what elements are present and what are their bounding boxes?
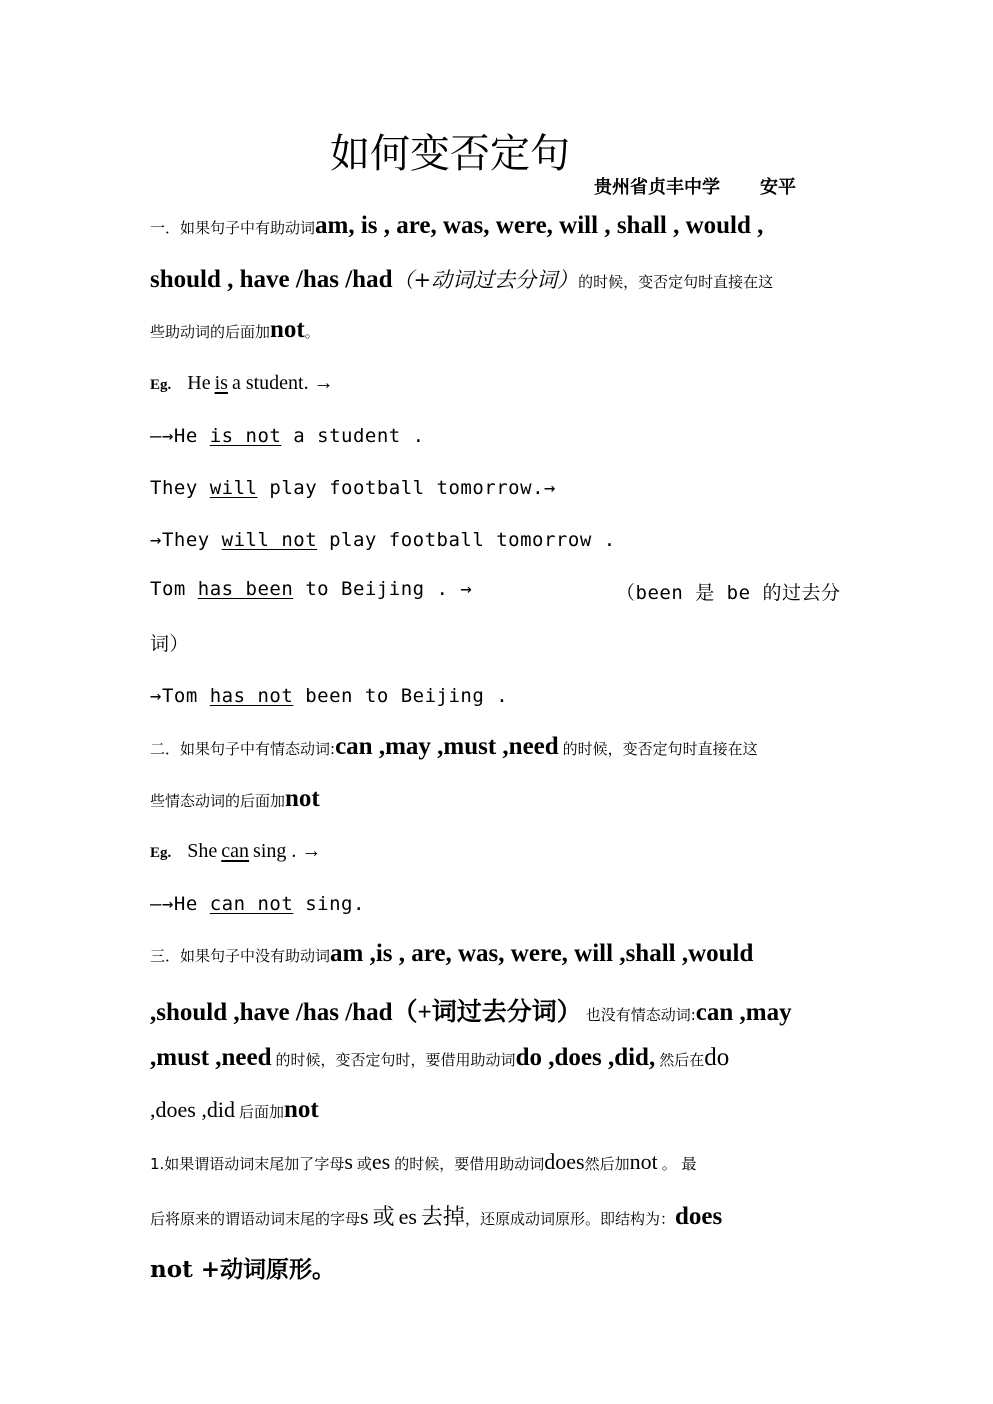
s2-answer: —→He can not sing.	[150, 893, 365, 915]
s2-line-2: 些情态动词的后面加not	[150, 785, 320, 812]
author-name: 安平	[760, 177, 796, 198]
s1-answer-3: →Tom has not been to Beijing .	[150, 685, 509, 707]
s2-example: Eg. She can sing . →	[150, 840, 322, 862]
s1-example-1: Eg. He is a student. →	[150, 372, 334, 394]
s1-example-3-note-cont: 词）	[150, 633, 190, 655]
s3-line-2: ,should ,have /has /had（+词过去分词） 也没有情态动词:can ,may	[150, 999, 792, 1026]
author-line	[594, 173, 796, 199]
p1-line-2: 后将原来的谓语动词末尾的字母s 或 es 去掉，还原成动词原形。即结构为：does	[150, 1203, 723, 1230]
s1-line-3: 些助动词的后面加not。	[150, 316, 320, 343]
s1-answer-1: —→He is not a student .	[150, 425, 425, 447]
s1-answer-2: →They will not play football tomorrow .	[150, 529, 616, 551]
page-title: 如何变否定句	[330, 131, 570, 177]
s3-line-4: ,does ,did 后面加not	[150, 1096, 319, 1123]
s2-line-1: 二．如果句子中有情态动词:can ,may ,must ,need 的时候，变否定句时直接在这	[150, 733, 758, 760]
p1-line-3: not +动词原形。	[150, 1256, 335, 1283]
s1-line-2: should , have /has /had（+动词过去分词）的时候，变否定句时直接在这	[150, 266, 774, 293]
s1-example-3-note: （been 是 be 的过去分	[616, 582, 841, 604]
p1-line-1: 1.如果谓语动词末尾加了字母s 或es 的时候，要借用助动词does然后加not 。 最	[150, 1149, 697, 1174]
s1-example-3: Tom has been to Beijing . →	[150, 578, 473, 600]
s1-example-2: They will play football tomorrow.→	[150, 477, 556, 499]
s3-line-3: ,must ,need 的时候，变否定句时，要借用助动词do ,does ,did, 然后在do	[150, 1044, 730, 1071]
s1-line-1: 一．如果句子中有助动词am, is , are, was, were, will , shall , would ,	[150, 212, 764, 239]
author-school: 贵州省贞丰中学	[594, 177, 720, 198]
s3-line-1: 三．如果句子中没有助动词am ,is , are, was, were, will ,shall ,would	[150, 940, 754, 967]
